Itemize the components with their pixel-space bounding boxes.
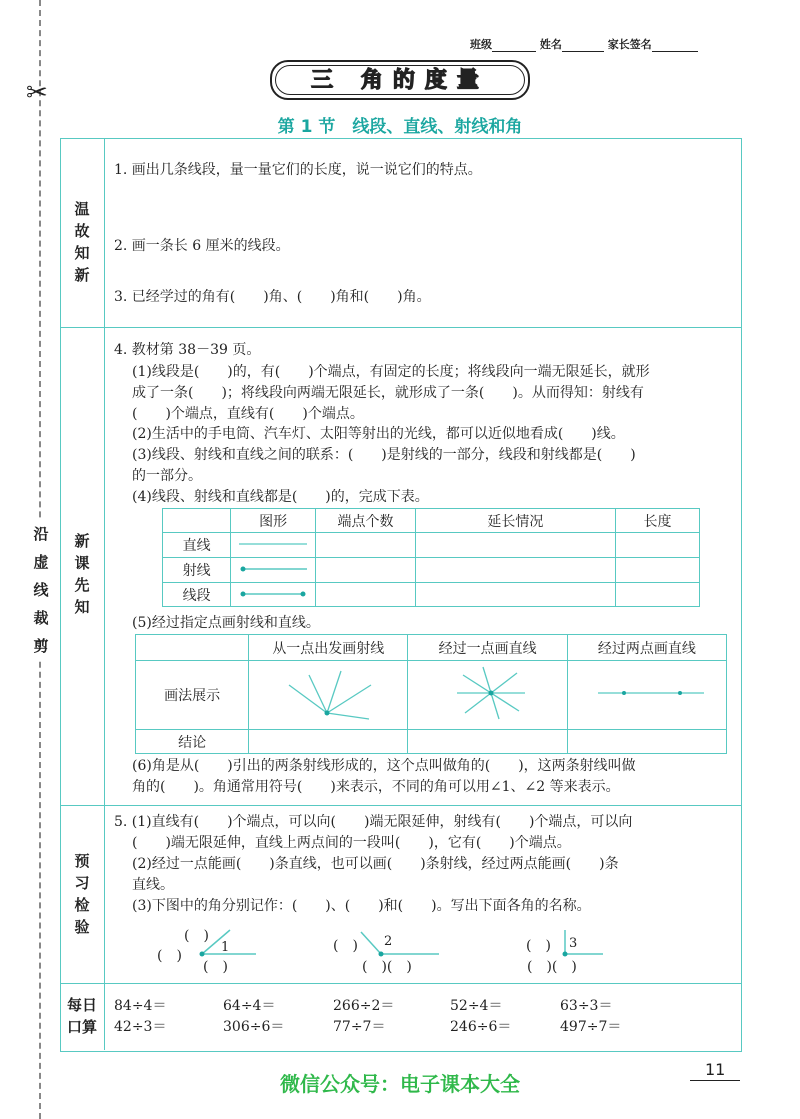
- parent-signature-blank[interactable]: [652, 40, 698, 52]
- angle-2-blank-left[interactable]: ( ): [333, 938, 358, 954]
- name-label: 姓名: [539, 38, 562, 51]
- math-problem: 77÷7＝: [333, 1019, 386, 1035]
- table-header-cell: 经过两点画直线: [567, 635, 726, 661]
- row-label-ray: 射线: [163, 558, 231, 583]
- angle-1-label: 1: [221, 940, 230, 955]
- footer-watermark: 微信公众号：电子课本大全: [280, 1072, 520, 1096]
- parent-signature-label: 家长签名: [607, 38, 652, 51]
- math-problem: 52÷4＝: [450, 998, 503, 1014]
- row-divider: [60, 983, 742, 984]
- answer-cell[interactable]: [316, 558, 416, 583]
- cut-char: 剪: [33, 637, 49, 655]
- answer-cell[interactable]: [415, 583, 615, 607]
- row-label-review: 温 故 知 新: [74, 200, 90, 284]
- chapter-title: 三 角的度量: [275, 65, 525, 95]
- q4-part3-line1: (3)线段、射线和直线之间的联系：( )是射线的一部分，线段和射线都是( ): [132, 447, 636, 463]
- question-1: 1. 画出几条线段，量一量它们的长度，说一说它们的特点。: [114, 162, 482, 178]
- q4-part6-line2: 角的( )。角通常用符号( )来表示，不同的角可以用∠1、∠2 等来表示。: [132, 779, 620, 795]
- question-2: 2. 画一条长 6 厘米的线段。: [114, 238, 290, 254]
- math-problem: 42÷3＝: [114, 1019, 167, 1035]
- line-comparison-table: [162, 508, 700, 607]
- q4-part5: (5)经过指定点画射线和直线。: [132, 615, 320, 631]
- angle-1-blank-bottom[interactable]: ( ): [203, 959, 228, 975]
- math-problem: 84÷4＝: [114, 998, 167, 1014]
- row-label-segment: 线段: [163, 583, 231, 607]
- q4-part3-line2: 的一部分。: [132, 468, 202, 484]
- table-header-cell: 延长情况: [415, 509, 615, 533]
- table-header-cell: 端点个数: [316, 509, 416, 533]
- answer-cell[interactable]: [316, 583, 416, 607]
- cut-char: 线: [33, 581, 49, 599]
- math-problem: 306÷6＝: [223, 1019, 285, 1035]
- answer-cell[interactable]: [567, 730, 726, 754]
- table-header-cell: 从一点出发画射线: [249, 635, 408, 661]
- lines-through-point-figure: [408, 661, 567, 730]
- question-5-line3: (2)经过一点能画( )条直线，也可以画( )条射线，经过两点能画( )条: [132, 856, 619, 872]
- section-title: 第 1 节 线段、直线、射线和角: [277, 117, 523, 137]
- table-header-cell: 长度: [616, 509, 700, 533]
- table-header-cell: [163, 509, 231, 533]
- answer-cell[interactable]: [415, 533, 615, 558]
- chapter-title-box: [270, 60, 530, 100]
- question-5-line5: (3)下图中的角分别记作：( )、( )和( )。写出下面各角的名称。: [132, 898, 591, 914]
- row-divider: [60, 805, 742, 806]
- name-blank[interactable]: [562, 40, 604, 52]
- student-info-fields: [470, 36, 698, 52]
- straight-line-figure: [231, 533, 316, 558]
- math-problem: 64÷4＝: [223, 998, 276, 1014]
- row-label-drawing-demo: 画法展示: [136, 661, 249, 730]
- answer-cell[interactable]: [415, 558, 615, 583]
- q4-part1-line2: 成了一条( )；将线段向两端无限延长，就形成了一条( )。从而得知：射线有: [132, 385, 644, 401]
- scissors-icon: ✂: [26, 78, 48, 108]
- class-label: 班级: [470, 38, 492, 51]
- question-4: 4. 教材第 38－39 页。: [114, 342, 261, 358]
- row-label-straight-line: 直线: [163, 533, 231, 558]
- angle-3-label: 3: [569, 936, 578, 951]
- answer-cell[interactable]: [616, 558, 700, 583]
- q4-part4: (4)线段、射线和直线都是( )的，完成下表。: [132, 489, 429, 505]
- angle-1-blank-top[interactable]: ( ): [184, 928, 209, 944]
- row-divider: [60, 327, 742, 328]
- answer-cell[interactable]: [316, 533, 416, 558]
- drawing-table: [135, 634, 727, 754]
- cut-instruction: [30, 520, 52, 660]
- row-label-conclusion: 结论: [136, 730, 249, 754]
- q4-part6-line1: (6)角是从( )引出的两条射线形成的，这个点叫做角的( )，这两条射线叫做: [132, 758, 636, 774]
- math-problem: 63÷3＝: [560, 998, 613, 1014]
- cut-char: 虚: [33, 553, 49, 571]
- angle-1-blank-left[interactable]: ( ): [157, 948, 182, 964]
- row-label-preview: 预 习 检 验: [74, 852, 90, 936]
- answer-cell[interactable]: [616, 533, 700, 558]
- class-blank[interactable]: [492, 40, 536, 52]
- angle-3-blank-bottom[interactable]: ( )( ): [527, 959, 577, 975]
- q4-part2: (2)生活中的手电筒、汽车灯、太阳等射出的光线，都可以近似地看成( )线。: [132, 426, 625, 442]
- table-header-cell: 经过一点画直线: [408, 635, 567, 661]
- cut-char: 裁: [33, 609, 49, 627]
- question-5-line2: ( )端无限延伸，直线上两点间的一段叫( )，它有( )个端点。: [132, 835, 571, 851]
- answer-cell[interactable]: [616, 583, 700, 607]
- table-header-cell: [136, 635, 249, 661]
- math-problem: 266÷2＝: [333, 998, 395, 1014]
- row-label-new-lesson: 新 课 先 知: [74, 532, 90, 616]
- cut-char: 沿: [33, 525, 49, 543]
- row-label-mental-math: 每日 口算: [66, 996, 97, 1036]
- math-problem: 246÷6＝: [450, 1019, 512, 1035]
- question-3: 3. 已经学过的角有( )角、( )角和( )角。: [114, 289, 431, 305]
- answer-cell[interactable]: [408, 730, 567, 754]
- angle-2-label: 2: [384, 934, 393, 949]
- q4-part1-line1: (1)线段是( )的，有( )个端点，有固定的长度；将线段向一端无限延长，就形: [132, 364, 650, 380]
- page-number: 11: [705, 1060, 726, 1079]
- question-5-line4: 直线。: [132, 877, 174, 893]
- label-column-divider: [104, 138, 105, 1050]
- math-problem: 497÷7＝: [560, 1019, 622, 1035]
- q4-part1-line3: ( )个端点，直线有( )个端点。: [132, 406, 364, 422]
- table-header-cell: 图形: [231, 509, 316, 533]
- segment-figure: [231, 583, 316, 607]
- line-through-two-points-figure: [567, 661, 726, 730]
- question-5-line1: 5. (1)直线有( )个端点，可以向( )端无限延伸，射线有( )个端点，可以向: [114, 814, 633, 830]
- answer-cell[interactable]: [249, 730, 408, 754]
- rays-from-point-figure: [249, 661, 408, 730]
- angle-3-blank-left[interactable]: ( ): [526, 938, 551, 954]
- angle-2-blank-bottom[interactable]: ( )( ): [362, 959, 412, 975]
- ray-figure: [231, 558, 316, 583]
